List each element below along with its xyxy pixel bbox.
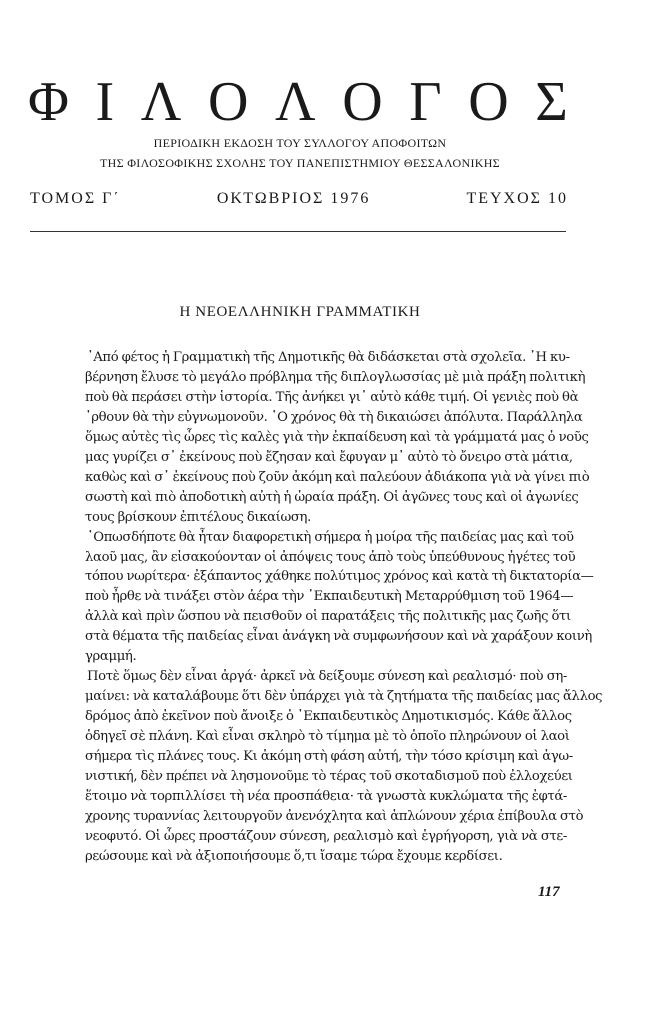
masthead-letter: Λ <box>140 71 182 133</box>
text-line: σήμερα τὶς πλάνες τους. Κι ἀκόμη στὴ φάση αὐτή, τὴν τόσο κρίσιμη καὶ ἀγω- <box>85 749 573 765</box>
text-line: καθὼς καὶ σ᾽ ἐκείνους ποὺ ζοῦν ἀκόμη καὶ παλεύουν ἀδιάκοπα γιὰ νὰ γίνει πιὸ <box>85 469 590 485</box>
header-divider <box>30 231 566 232</box>
text-line: μας γυρίζει σ᾽ ἐκείνους ποὺ ἔζησαν καὶ ἔφυγαν μ᾽ αὐτὸ τὸ ὄνειρο στὰ μάτια, <box>85 449 573 465</box>
masthead-letter: Ο <box>342 71 383 133</box>
masthead-letter: Φ <box>28 71 69 133</box>
article-paragraph <box>85 528 594 668</box>
text-line: Ποτὲ ὅμως δὲν εἶναι ἀργά· ἀρκεῖ νὰ δείξουμε σύνεση καὶ ρεαλισμό· ποὺ ση- <box>87 669 567 685</box>
article-paragraph <box>85 667 603 867</box>
text-line: ἀλλὰ καὶ πρὶν ὥσπου νὰ πεισθοῦν οἱ παρατάξεις τῆς πολιτικῆς μας ζωῆς ὅτι <box>85 609 571 625</box>
masthead-subtitle-1: ΠΕΡΙΟΔΙΚΗ ΕΚΔΟΣΗ ΤΟΥ ΣΥΛΛΟΓΟΥ ΑΠΟΦΟΙΤΩΝ <box>153 136 447 150</box>
text-line: σωστὴ καὶ πιὸ ἀποδοτικὴ αὐτὴ ἡ ὡραία πράξη. Οἱ ἀγῶνες τους καὶ οἱ ἀγωνίες <box>85 489 579 505</box>
text-line: ῾Οπωσδήποτε θὰ ἦταν διαφορετικὴ σήμερα ἡ μοίρα τῆς παιδείας μας καὶ τοῦ <box>87 529 574 545</box>
text-line: δρόμος ἀπὸ ἐκεῖνον ποὺ ἄνοιξε ὁ ᾽Εκπαιδευτικὸς Δημοτικισμός. Κάθε ἄλλος <box>85 709 572 725</box>
text-line: βέρνηση ἔλυσε τὸ μεγάλο πρόβλημα τῆς διπλογλωσσίας μὲ μιὰ πράξη πολιτικὴ <box>85 369 586 385</box>
text-line: ὅμως αὐτὲς τὶς ὧρες τὶς καλὲς γιὰ τὴν ἐκπαίδευση καὶ τὰ γράμματά μας ὁ νοῦς <box>85 429 589 445</box>
masthead-letter: Γ <box>409 71 442 133</box>
text-line: νιστική, δὲν πρέπει νὰ λησμονοῦμε τὸ τέρας τοῦ σκοταδισμοῦ ποὺ ἐλλοχεύει <box>85 769 573 785</box>
text-line: ὁδηγεῖ σὲ πλάνη. Καὶ εἶναι σκληρὸ τὸ τίμημα μὲ τὸ ὁποῖο πληρώνουν οἱ λαοὶ <box>85 729 570 745</box>
journal-masthead <box>28 72 568 132</box>
issue-date: ΟΚΤΩΒΡΙΟΣ 1976 <box>216 190 371 207</box>
masthead-letter: Ο <box>468 71 509 133</box>
text-line: ᾽Από φέτος ἡ Γραμματικὴ τῆς Δημοτικῆς θὰ διδάσκεται στὰ σχολεῖα. ᾽Η κυ- <box>87 350 570 365</box>
article-body <box>85 348 603 867</box>
page-number: 117 <box>538 884 560 900</box>
issue-number: ΤΕΥΧΟΣ 10 <box>466 190 568 207</box>
text-line: ποὺ θὰ περάσει στὴν ἱστορία. Τῆς ἀνήκει γι᾽ αὐτὸ κάθε τιμή. Οἱ γενιὲς ποὺ θὰ <box>85 389 579 405</box>
text-line: τόπου νωρίτερα· ἐξάπαντος χάθηκε πολύτιμος χρόνος καὶ κατὰ τὴ δικτατορία— <box>85 569 594 585</box>
text-line: μαίνει: νὰ καταλάβουμε ὅτι δὲν ὑπάρχει γιὰ τὰ ζητήματα τῆς παιδείας μας ἄλλος <box>85 689 603 705</box>
text-line: νεοφυτό. Οἱ ὧρες προστάζουν σύνεση, ρεαλισμὸ καὶ ἐγρήγορση, γιὰ νὰ στε- <box>85 828 567 844</box>
masthead-letter: Ο <box>207 71 249 133</box>
volume: ΤΟΜΟΣ Γ΄ <box>30 190 121 207</box>
text-line: στὰ θέματα τῆς παιδείας εἶναι ἀνάγκη νὰ συμφωνήσουν καὶ νὰ χαράξουν κοινὴ <box>85 629 592 645</box>
masthead-subtitle-2: ΤΗΣ ΦΙΛΟΣΟΦΙΚΗΣ ΣΧΟΛΗΣ ΤΟΥ ΠΑΝΕΠΙΣΤΗΜΙΟΥ ΘΕΣΣΑΛΟΝΙΚΗΣ <box>100 156 500 170</box>
masthead-letter: Λ <box>275 71 316 133</box>
text-line: ποὺ ἦρθε νὰ τινάξει στὸν ἀέρα τὴν ᾽Εκπαιδευτικὴ Μεταρρύθμιση τοῦ 1964— <box>85 589 574 605</box>
masthead-letter: Ι <box>95 71 115 133</box>
issue-info <box>30 190 568 208</box>
text-line: χρονης τυραννίας λειτουργοῦν ἀνενόχλητα καὶ ἁπλώνουν χέρια ἐπίβουλα στὸ <box>85 808 584 824</box>
article-paragraph <box>85 348 590 528</box>
text-line: ρεώσουμε καὶ νὰ ἀξιοποιήσουμε ὅ,τι ἴσαμε τώρα ἔχουμε κερδίσει. <box>85 848 503 864</box>
text-line: λαοῦ μας, ἂν εἰσακούονταν οἱ ἀπόψεις τους ἀπὸ τοὺς ὑπεύθυνους ἡγέτες τοῦ <box>85 549 576 565</box>
article-title: Η ΝΕΟΕΛΛΗΝΙΚΗ ΓΡΑΜΜΑΤΙΚΗ <box>179 304 421 320</box>
text-line: τους βρίσκουν ἐπιτέλους δικαίωση. <box>85 509 311 525</box>
text-line: ἕτοιμο νὰ τορπιλλίσει τὴ νέα προσπάθεια· τὰ γνωστὰ κυκλώματα τῆς ἑφτά- <box>85 788 567 804</box>
text-line: ᾽ρθουν θὰ τὴν εὐγνωμονοῦν. ῾Ο χρόνος θὰ τὴ δικαιώσει ἀπόλυτα. Παράλληλα <box>85 409 583 425</box>
text-line: γραμμή. <box>85 649 137 665</box>
masthead-letter: Σ <box>535 71 568 133</box>
